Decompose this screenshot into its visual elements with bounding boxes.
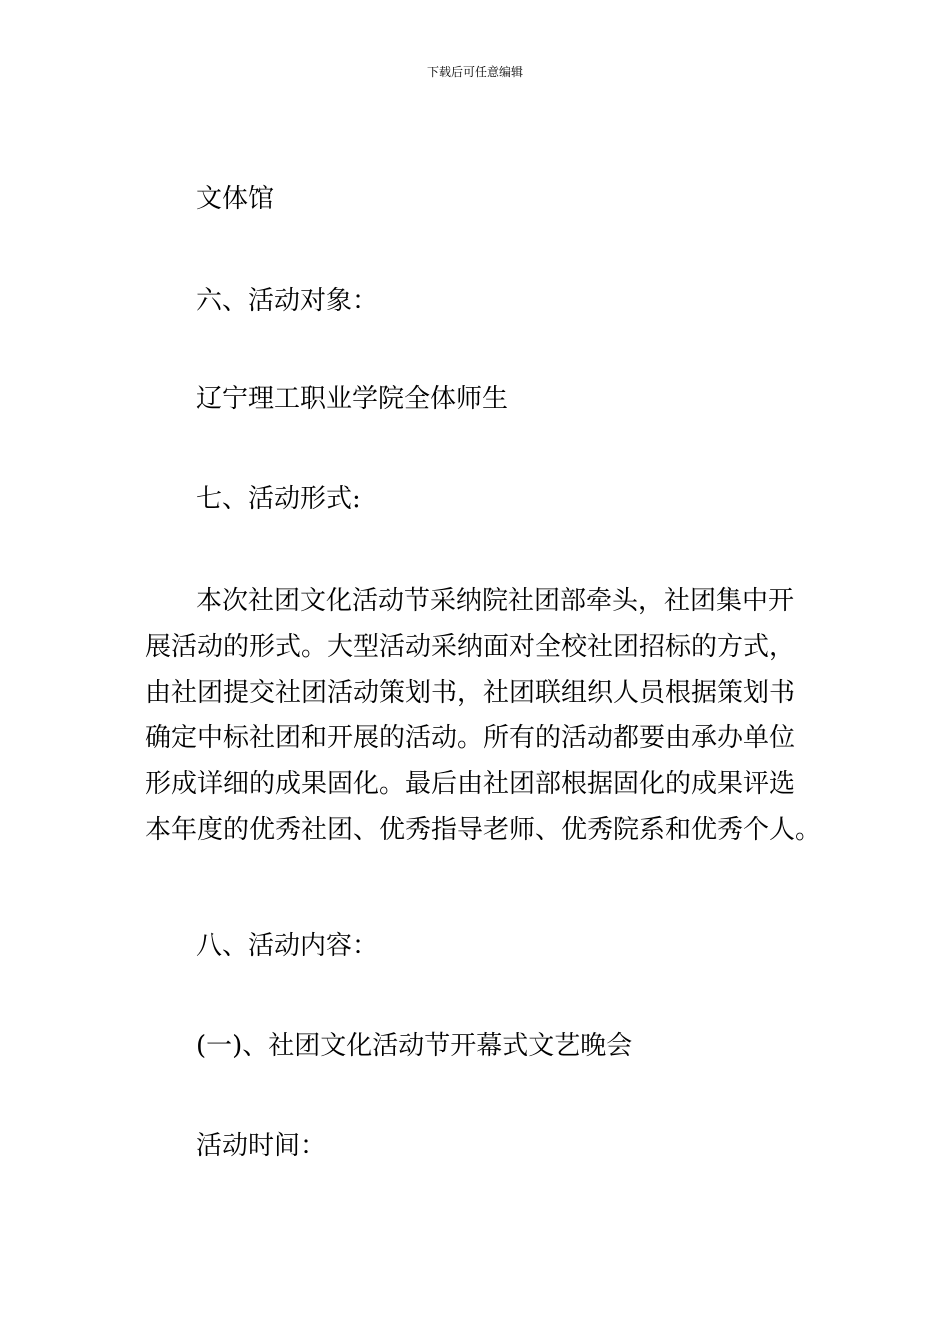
activity-time-label: 活动时间： [196,1131,327,1161]
paragraph-line: 确定中标社团和开展的活动。所有的活动都要由承办单位 [145,723,796,754]
section-7-title: 七、活动形式: [196,484,361,514]
paragraph-line: 由社团提交社团活动策划书，社团联组织人员根据策划书 [145,677,796,708]
paragraph-line: 本年度的优秀社团、优秀指导老师、优秀院系和优秀个人。 [145,814,822,845]
section-7-paragraph [145,579,822,854]
subsection-1-title: (一)、社团文化活动节开幕式文艺晚会 [196,1031,633,1061]
paragraph-line: 展活动的形式。大型活动采纳面对全校社团招标的方式， [145,631,796,662]
page-header-note: 下载后可任意编辑 [426,65,523,79]
paragraph-line: 本次社团文化活动节采纳院社团部牵头，社团集中开 [196,586,795,616]
section-6-title: 六、活动对象： [196,286,379,316]
section-8-title: 八、活动内容： [196,931,379,961]
paragraph-line: 形成详细的成果固化。最后由社团部根据固化的成果评选 [145,769,796,800]
section-6-body: 辽宁理工职业学院全体师生 [196,384,509,414]
venue-line: 文体馆 [196,184,275,214]
